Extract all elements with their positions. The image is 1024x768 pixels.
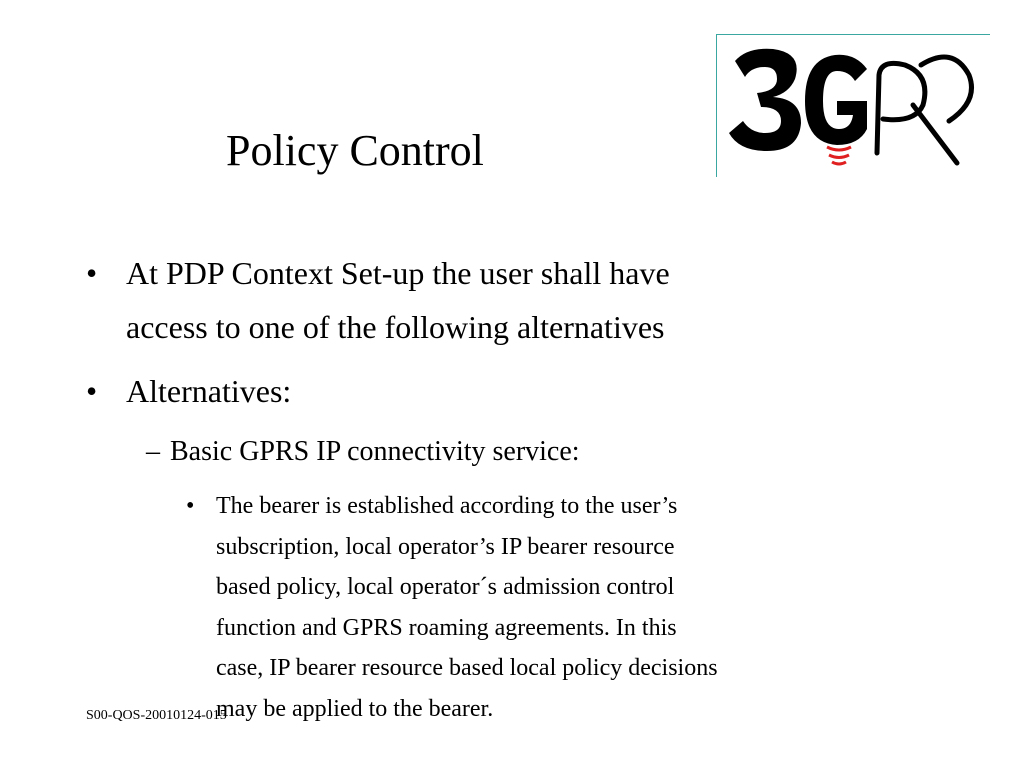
sub-sub-bullet-line: subscription, local operator’s IP bearer resource (216, 533, 675, 560)
sub-sub-bullet-line: may be applied to the bearer. (216, 695, 494, 722)
sub-sub-bullet-line: function and GPRS roaming agreements. In this (216, 614, 677, 641)
slide-footer-doc-id: S00-QOS-20010124-015 (86, 708, 227, 723)
sub-sub-bullet-line: The bearer is established according to the user’s (216, 493, 678, 519)
bullet-line: Alternatives: (126, 373, 292, 409)
3gpp-logo (716, 34, 990, 177)
bullet-marker: • (86, 255, 98, 291)
sub-bullet-text: Basic GPRS IP connectivity service: (170, 436, 580, 467)
bullet-marker: • (86, 373, 98, 409)
bullet-line: access to one of the following alternatives (126, 309, 665, 345)
sub-sub-bullet-line: based policy, local operator´s admission control (216, 574, 675, 600)
3gpp-logo-graphic (717, 35, 990, 177)
sub-sub-bullet-line: case, IP bearer resource based local policy decisions (216, 655, 718, 681)
sub-sub-bullet-marker: • (186, 493, 195, 519)
sub-bullet-marker: – (146, 436, 160, 467)
bullet-line: At PDP Context Set-up the user shall have (126, 255, 670, 291)
slide-title: Policy Control (226, 126, 484, 175)
